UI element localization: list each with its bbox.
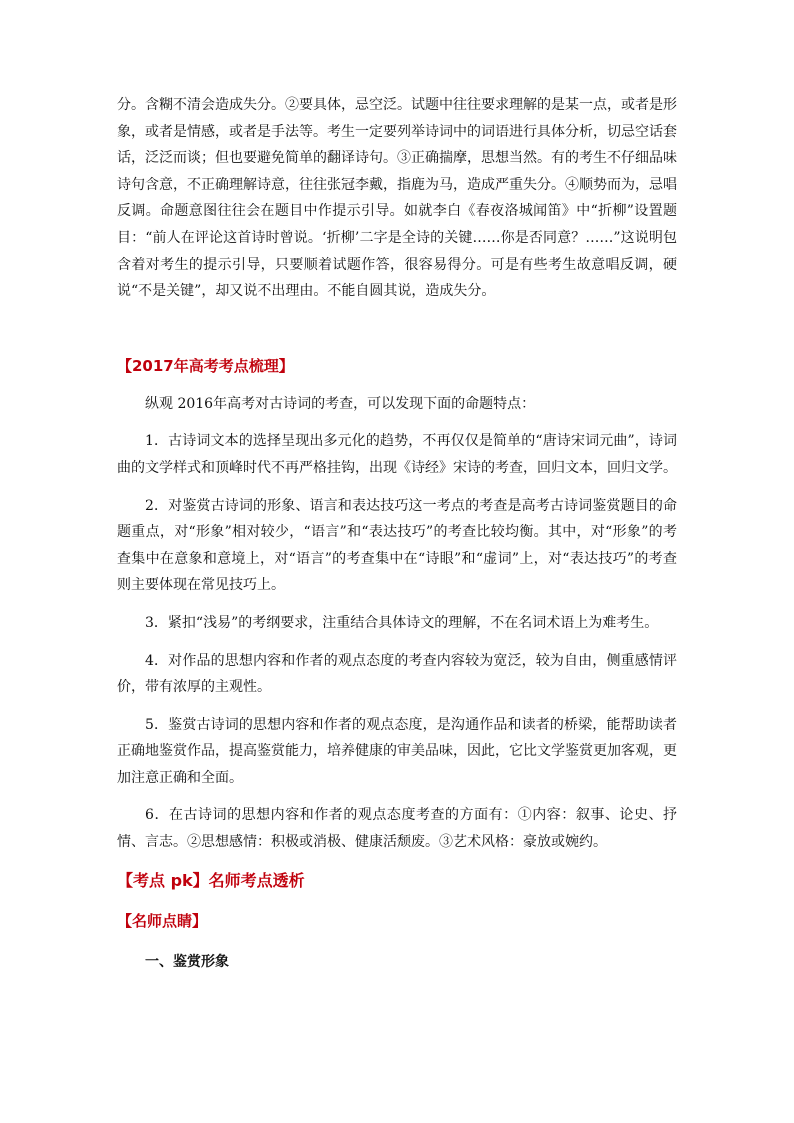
section-heading-exam-points: 【2017年高考考点梳理】: [117, 356, 294, 375]
list-item-2: 2．对鉴赏古诗词的形象、语言和表达技巧这一考点的考查是高考古诗词鉴赏题目的命题重点，对“形象”相对较少，“语言”和“表达技巧”的考查比较均衡。其中，对“形象”的考查集中在意象和意境上，对“语言”的考查集中在“诗眼”和“虚词”上，对“表达技巧”的考查则主要体现在常见技巧上。: [117, 497, 677, 594]
list-item-1: 1．古诗词文本的选择呈现出多元化的趋势，不再仅仅是简单的“唐诗宋词元曲”，诗词曲的文学样式和顶峰时代不再严格挂钩，出现《诗经》宋诗的考查，回归文本，回归文学。: [117, 433, 677, 476]
subheading-teacher-tips: 【名师点睛】: [117, 911, 208, 930]
list-item-3: 3．紧扣“浅易”的考纲要求，注重结合具体诗文的理解，不在名词术语上为难考生。: [145, 614, 659, 631]
list-item-4: 4．对作品的思想内容和作者的观点态度的考查内容较为宽泛，较为自由，侧重感情评价，带有浓厚的主观性。: [117, 652, 677, 696]
section-heading-pk-analysis: 【考点 pk】名师考点透析: [117, 870, 305, 890]
section-lead-paragraph: 纵观 2016年高考对古诗词的考查，可以发现下面的命题特点：: [145, 395, 536, 412]
list-item-5: 5．鉴赏古诗词的思想内容和作者的观点态度，是沟通作品和读者的桥梁，能帮助读者正确地鉴赏作品，提高鉴赏能力，培养健康的审美品味，因此，它比文学鉴赏更加客观，更加注意正确和全面。: [117, 716, 677, 786]
list-item-6: 6．在古诗词的思想内容和作者的观点态度考查的方面有：①内容：叙事、论史、抒情、言志。②思想感情：积极或消极、健康活颓废。③艺术风格：豪放或婉约。: [117, 807, 677, 851]
intro-paragraph: 分。含糊不清会造成失分。②要具体，忌空泛。试题中往往要求理解的是某一点，或者是形象，或者是情感，或者是手法等。考生一定要列举诗词中的词语进行具体分析，切忌空话套话，泛泛而谈；但也要避免简单的翻译诗句。③正确揣摩，思想当然。有的考生不仔细品味诗句含意，不正确理解诗意，往往张冠李戴，指鹿为马，造成严重失分。④顺势而为，忌唱反调。命题意图往往会在题目中作提示引导。如就李白《春夜洛城闻笛》中“折柳”设置题目：“前人在评论这首诗时曾说。‘折柳’二字是全诗的关键……你是否同意？……”这说明包含着对考生的提示引导，只要顺着试题作答，很容易得分。可是有些考生故意唱反调，硬说“不是关键”，却又说不出理由。不能自圆其说，造成失分。: [117, 97, 677, 300]
subsection-title-appreciate-image: 一、鉴赏形象: [145, 953, 229, 970]
